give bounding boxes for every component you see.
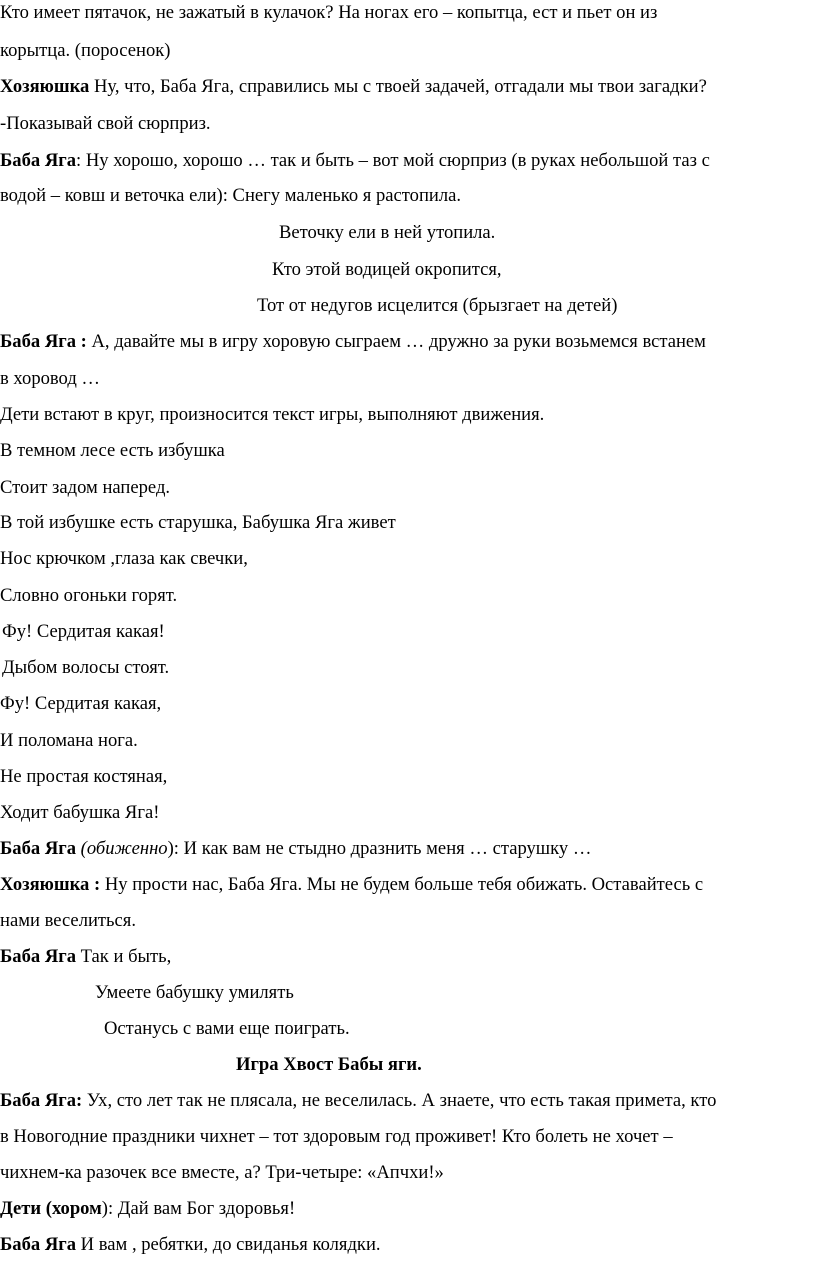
verse-line [272,259,502,281]
speaker-name: Баба Яга [0,1234,77,1255]
line-text: В той избушке есть старушка, Бабушка Яга живет [0,512,396,533]
verse-line [279,222,495,244]
line-text-row [0,404,544,426]
line-text: нами веселиться. [0,910,136,931]
line-text: Ну, что, Баба Яга, справились мы с твоей задачей, отгадали мы твои загадки? [89,76,707,97]
line-text: Останусь с вами еще поиграть. [104,1018,350,1039]
song-line [0,802,159,824]
line-riddle-answer [0,40,171,62]
speaker-name: Баба Яга: [0,1090,83,1111]
song-line [0,766,167,788]
line-riddle [0,2,657,24]
line-text: Дыбом волосы стоят. [2,657,170,678]
line-text: И поломана нога. [0,730,138,751]
line-text: Тот от недугов исцелится (брызгает на детей) [257,295,618,316]
line-text-row [0,113,211,135]
song-line [2,657,169,679]
speaker-name: Хозяюшка : [0,874,101,895]
song-line [0,512,396,534]
song-line [0,477,170,499]
song-line [0,548,248,570]
line-text: А, давайте мы в игру хоровую сыграем … дружно за руки возьмемся встанем [86,331,706,352]
line-text: Ходит бабушка Яга! [0,802,160,823]
song-line [0,585,177,607]
verse-line [257,295,617,317]
verse-line [95,982,294,1004]
line-text: водой – ковш и веточка ели): Снегу маленько я растопила. [0,185,462,206]
line-text-row [0,1126,673,1148]
line-text: Фу! Сердитая какая! [2,621,165,642]
speaker-name: Баба Яга [0,838,77,859]
line-text: корытца. (поросенок) [0,40,171,61]
line-text: Дети встают в круг, произносится текст игры, выполняют движения. [0,404,545,425]
line-dialogue [0,76,707,98]
line-dialogue [0,946,171,968]
speaker-name: Баба Яга [0,150,77,171]
line-dialogue [0,1090,716,1112]
line-text-row [0,185,461,207]
line-text: Нос крючком ,глаза как свечки, [0,548,248,569]
line-text: Фу! Сердитая какая, [0,693,162,714]
section-heading [236,1054,422,1076]
line-text: ): Дай вам Бог здоровья! [101,1198,296,1219]
verse-line [104,1018,350,1040]
line-text: Словно огоньки горят. [0,585,178,606]
line-dialogue [0,331,706,353]
line-dialogue [0,838,591,860]
line-text: в Новогодние праздники чихнет – тот здоровым год проживет! Кто болеть не хочет – [0,1126,673,1147]
line-text: Ну прости нас, Баба Яга. Мы не будем больше тебя обижать. Оставайтесь с [100,874,704,895]
line-text-row [0,1162,444,1184]
line-text-row [0,910,136,932]
speaker-name: Баба Яга : [0,331,87,352]
stage-direction: (обиженно [76,838,168,859]
line-text: в хоровод … [0,368,101,389]
line-text: Кто имеет пятачок, не зажатый в кулачок? На ногах его – копытца, ест и пьет он из [0,2,658,23]
line-text: Не простая костяная, [0,766,168,787]
speaker-name: Дети (хором [0,1198,102,1219]
line-text: В темном лесе есть избушка [0,440,225,461]
song-line [0,730,138,752]
song-line [0,440,225,462]
line-dialogue [0,150,710,172]
line-text: Умеете бабушку умилять [95,982,294,1003]
line-dialogue [0,874,703,896]
line-text: -Показывай свой сюрприз. [0,113,211,134]
song-line [2,621,165,643]
heading-text: Игра Хвост Бабы яги. [236,1054,422,1075]
song-line [0,693,161,715]
line-text-row [0,368,100,390]
line-dialogue [0,1198,295,1220]
line-text: Веточку ели в ней утопила. [279,222,496,243]
line-text: чихнем-ка разочек все вместе, а? Три-четыре: «Апчхи!» [0,1162,444,1183]
line-text: Ух, сто лет так не плясала, не веселилась. А знаете, что есть такая примета, кто [82,1090,717,1111]
line-text: ): И как вам не стыдно дразнить меня … старушку … [167,838,592,859]
line-text: : Ну хорошо, хорошо … так и быть – вот мой сюрприз (в руках небольшой таз с [76,150,710,171]
line-text: И вам , ребятки, до свиданья колядки. [76,1234,381,1255]
line-text: Так и быть, [76,946,172,967]
line-dialogue [0,1234,381,1256]
line-text: Кто этой водицей окропится, [272,259,502,280]
speaker-name: Баба Яга [0,946,77,967]
speaker-name: Хозяюшка [0,76,90,97]
line-text: Стоит задом наперед. [0,477,171,498]
